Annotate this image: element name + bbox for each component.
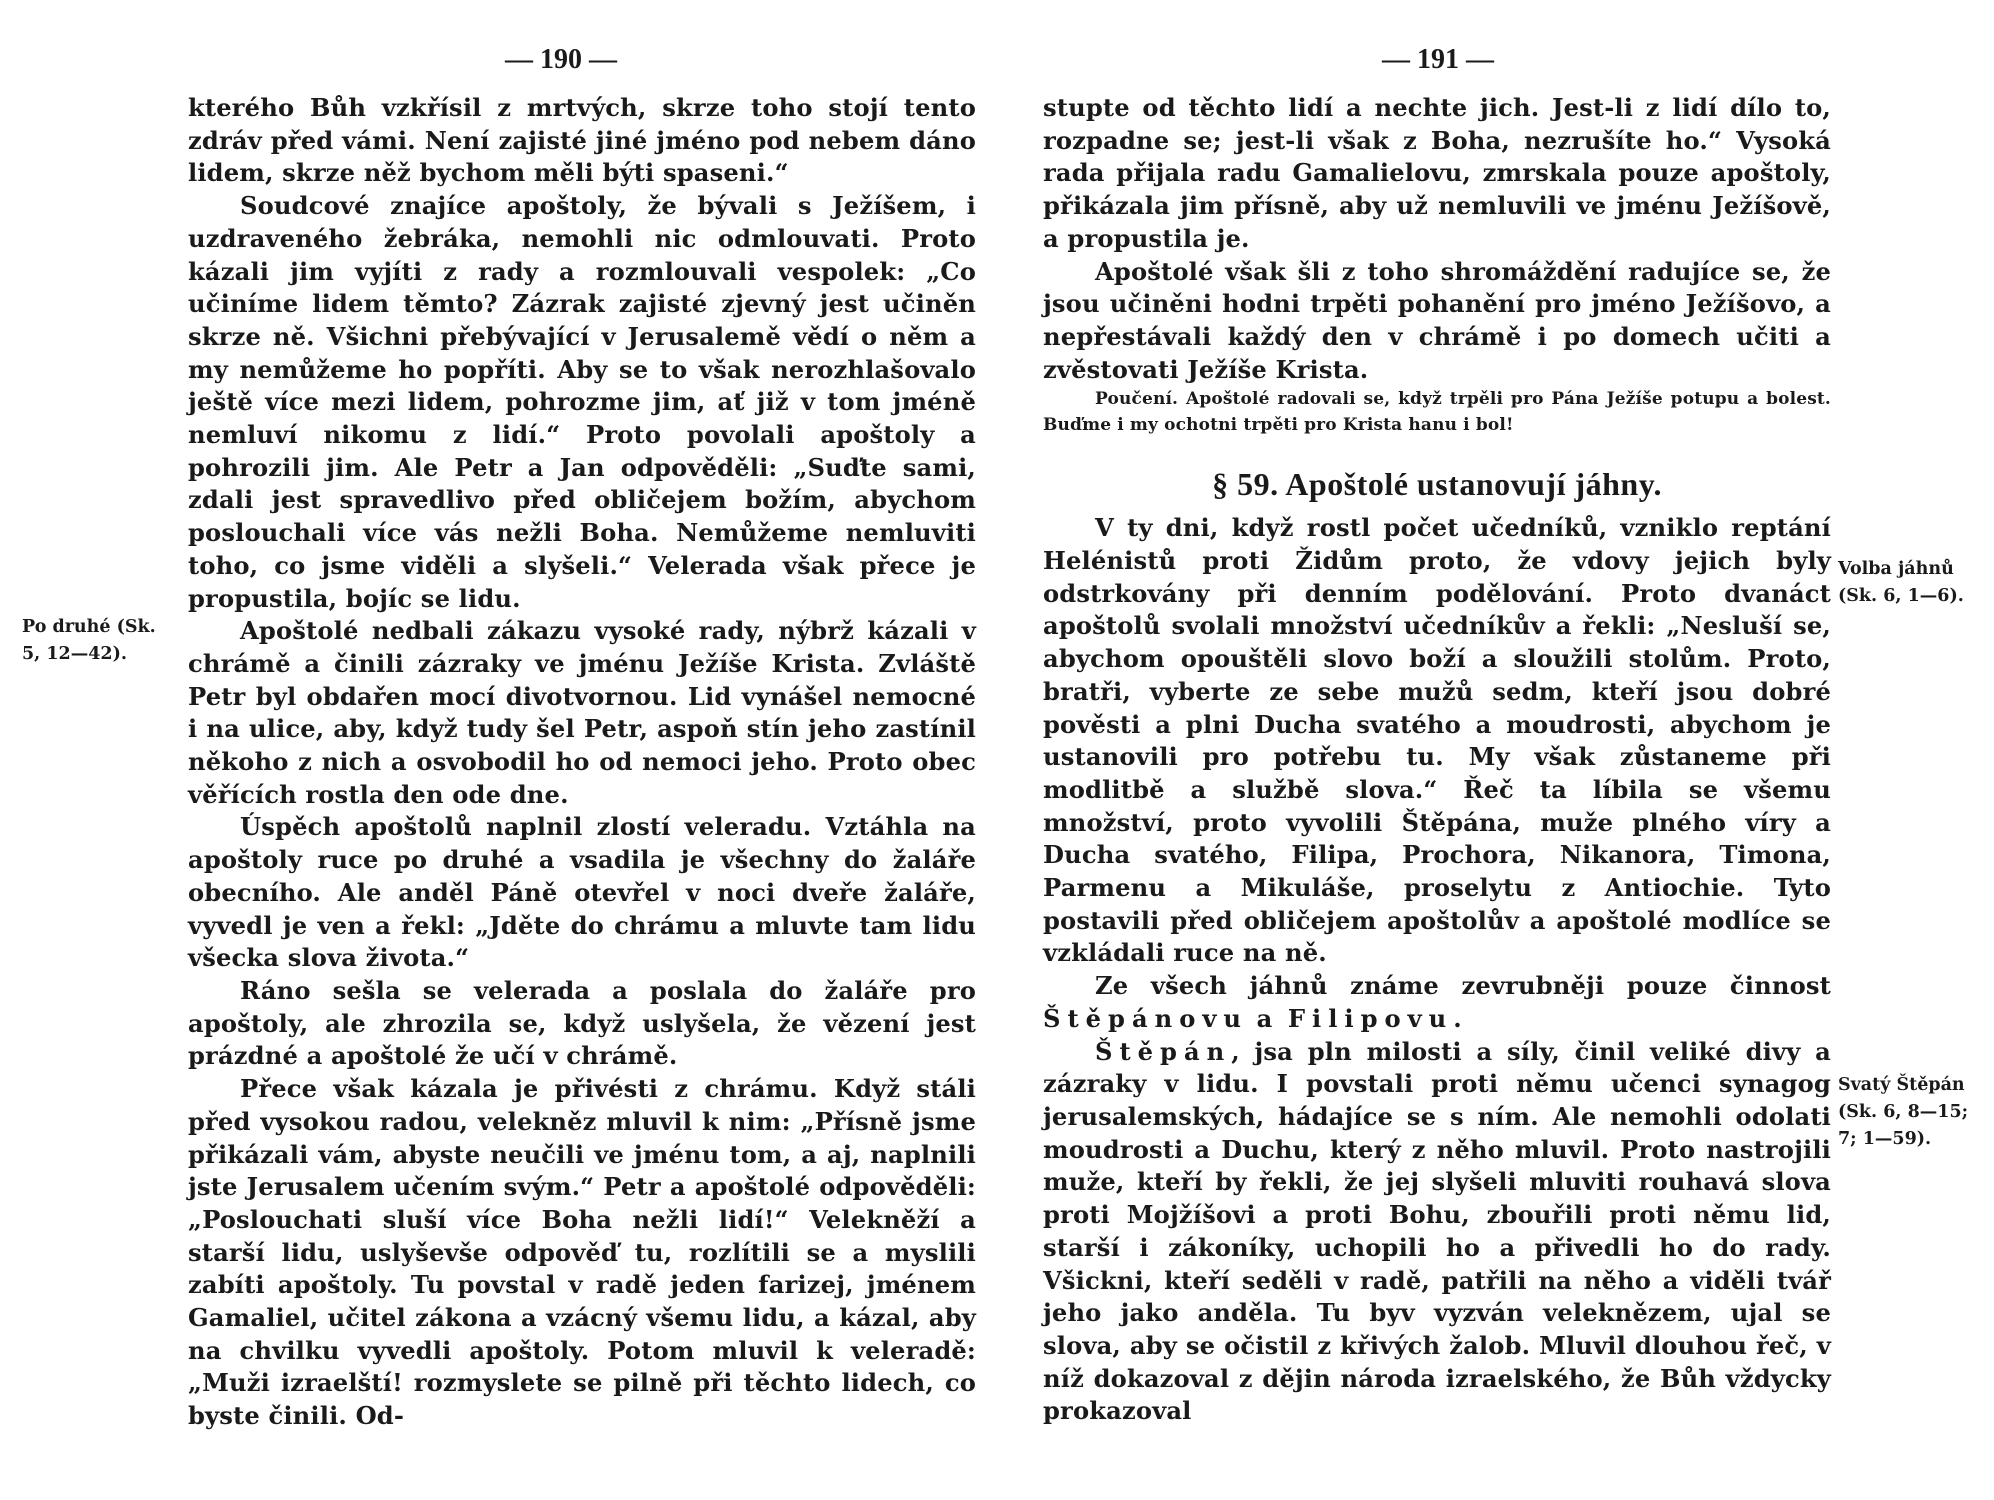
left-page-text bbox=[188, 92, 976, 1433]
section-heading: § 59. Apoštolé ustanovují jáhny. bbox=[1212, 466, 1662, 503]
paragraph-stepan bbox=[1043, 1036, 1831, 1428]
margin-note-volba bbox=[1838, 556, 1964, 610]
margin-note-line: Svatý Štěpán bbox=[1838, 1075, 1965, 1095]
paragraph-names bbox=[1043, 970, 1831, 1035]
moral-note: Poučení. Apoštolé radovali se, když trpěli pro Pána Ježíše potupu a bolest. Buďme i my ochotni trpěti pro Krista hanu i bol! bbox=[1043, 389, 1831, 436]
margin-note-line: Po druhé (Sk. bbox=[22, 617, 156, 637]
paragraph: Apoštolé nedbali zákazu vysoké rady, nýbrž kázali v chrámě a činili zázraky ve jménu Ježíše Krista. Zvláště Petr byl obdařen mocí divotvornou. Lid vynášel nemocné i na ulice, aby, když tudy šel Petr, aspoň stín jeho zastínil někoho z nich a osvobodil ho od nemoci jeho. Proto obec věřících rostla den ode dne. bbox=[188, 616, 976, 809]
conjunction: a bbox=[1256, 1003, 1280, 1033]
names-text: Ze všech jáhnů známe zevrubněji pouze činnost bbox=[1095, 971, 1831, 1001]
paragraph: V ty dni, když rostl počet učedníků, vzniklo reptání Helénistů proti Židům proto, že vdovy jejich byly odstrkovány při denním podělování. Proto dvanáct apoštolů svolali množství učedníkův a řekli: „Nesluší se, abychom opouštěli slovo boží a sloužili stolům. Proto, bratři, vyberte ze sebe mužů sedm, kteří jsou dobré pověsti a plni Ducha svatého a moudrosti, abychom je ustanovili pro potřebu tu. My však zůstaneme při modlitbě a službě slova.“ Řeč ta líbila se všemu množství, proto vyvolili Štěpána, muže plného víry a Ducha svatého, Filipa, Prochora, Nikanora, Timona, Parmenu a Mikuláše, proselytu z Antiochie. Tyto postavili před obličejem apoštolův a apoštolé modlíce se vzkládali ruce na ně. bbox=[1043, 513, 1831, 968]
name-stepanovu: Štěpánovu bbox=[1043, 1003, 1248, 1033]
page-number-left: — 190 — bbox=[505, 44, 617, 75]
margin-note-line: 5, 12—42). bbox=[22, 644, 127, 664]
paragraph: stupte od těchto lidí a nechte jich. Jest-li z lidí dílo to, rozpadne se; jest-li však z Boha, nezrušíte ho.“ Vysoká rada přijala radu Gamalielovu, zmrskala pouze apoštoly, přikázala jim přísně, aby už nemluvili ve jménu Ježíšově, a propustila je. bbox=[1043, 93, 1831, 253]
margin-note-line: 7; 1—59). bbox=[1838, 1129, 1932, 1149]
right-page-text bbox=[1043, 92, 1831, 1428]
paragraph: Soudcové znajíce apoštoly, že bývali s Ježíšem, i uzdraveného žebráka, nemohli nic odmlouvati. Proto kázali jim vyjíti z rady a rozmlouvali vespolek: „Co učiníme lidem těmto? Zázrak zajisté zjevný jest učiněn skrze ně. Všichni přebývající v Jerusalemě vědí o něm a my nemůžeme ho popříti. Aby se to však nerozhlašovalo ještě více mezi lidem, pohrozme jim, ať již v tom jméně nemluví nikomu z lidí.“ Proto povolali apoštoly a pohrozili jim. Ale Petr a Jan odpověděli: „Suďte sami, zdali jest spravedlivo před obličejem božím, abychom poslouchali více vás nežli Boha. Nemůžeme nemluviti toho, co jsme viděli a slyšeli.“ Velerada však přece je propustila, bojíc se lidu. bbox=[188, 191, 976, 613]
margin-note-stepan bbox=[1838, 1072, 1968, 1153]
margin-note-left bbox=[22, 614, 156, 668]
page-number-right: — 191 — bbox=[1382, 44, 1494, 75]
names-end: . bbox=[1453, 1003, 1462, 1033]
margin-note-line: (Sk. 6, 1—6). bbox=[1838, 586, 1964, 606]
name-filipovu: Filipovu bbox=[1287, 1003, 1454, 1033]
name-stepan: Štěpán bbox=[1095, 1036, 1232, 1066]
paragraph: Úspěch apoštolů naplnil zlostí veleradu. Vztáhla na apoštoly ruce po druhé a vsadila je všechny do žaláře obecního. Ale anděl Páně otevřel v noci dveře žaláře, vyvedl je ven a řekl: „Jděte do chrámu a mluvte tam lidu všecka slova života.“ bbox=[188, 812, 976, 973]
paragraph: Přece však kázala je přivésti z chrámu. Když stáli před vysokou radou, velekněz mluvil k nim: „Přísně jsme přikázali vám, abyste neučili ve jménu tom, a aj, naplnili jste Jerusalem učením svým.“ Petr a apoštolé odpověděli: „Poslouchati sluší více Boha nežli lidí!“ Velekněží a starší lidu, uslyševše odpověď tu, rozlítili se a myslili zabíti apoštoly. Tu povstal v radě jeden farizej, jménem Gamaliel, učitel zákona a vzácný všemu lidu, a kázal, aby na chvilku vyvedli apoštoly. Potom mluvil k veleradě: „Muži izraelští! rozmyslete se pilně při těchto lidech, co byste činili. Od- bbox=[188, 1074, 976, 1431]
paragraph: kterého Bůh vzkřísil z mrtvých, skrze toho stojí tento zdráv před vámi. Není zajisté jiné jméno pod nebem dáno lidem, skrze něž bychom měli býti spaseni.“ bbox=[188, 93, 976, 188]
margin-note-line: Volba jáhnů bbox=[1838, 559, 1954, 579]
paragraph: Ráno sešla se velerada a poslala do žaláře pro apoštoly, ale zhrozila se, když uslyšela, že vězení jest prázdné a apoštolé že učí v chrámě. bbox=[188, 975, 976, 1071]
margin-note-line: (Sk. 6, 8—15; bbox=[1838, 1102, 1969, 1122]
paragraph: Apoštolé však šli z toho shromáždění radujíce se, že jsou učiněni hodni trpěti pohanění pro jméno Ježíšovo, a nepřestávali každý den v chrámě i po domech učiti a zvěstovati Ježíše Krista. bbox=[1043, 256, 1831, 384]
stepan-text: , jsa pln milosti a síly, činil veliké divy a zázraky v lidu. I povstali proti němu učenci synagog jerusalemských, hádajíce se s ním. Ale nemohli odolati moudrosti a Duchu, který z něho mluvil. Proto nastrojili muže, kteří by řekli, že jej slyšeli mluviti rouhavá slova proti Mojžíšovi a proti Bohu, zbouřili proti němu lid, starší i zákoníky, uchopili ho a přivedli ho do rady. Všickni, kteří seděli v radě, patřili na něho a viděli tvář jeho jako anděla. Tu byv vyzván veleknězem, ujal se slova, aby se očistil z křivých žalob. Mluvil dlouhou řeč, v níž dokazoval z dějin národa izraelského, že Bůh vždycky prokazoval bbox=[1043, 1036, 1831, 1426]
